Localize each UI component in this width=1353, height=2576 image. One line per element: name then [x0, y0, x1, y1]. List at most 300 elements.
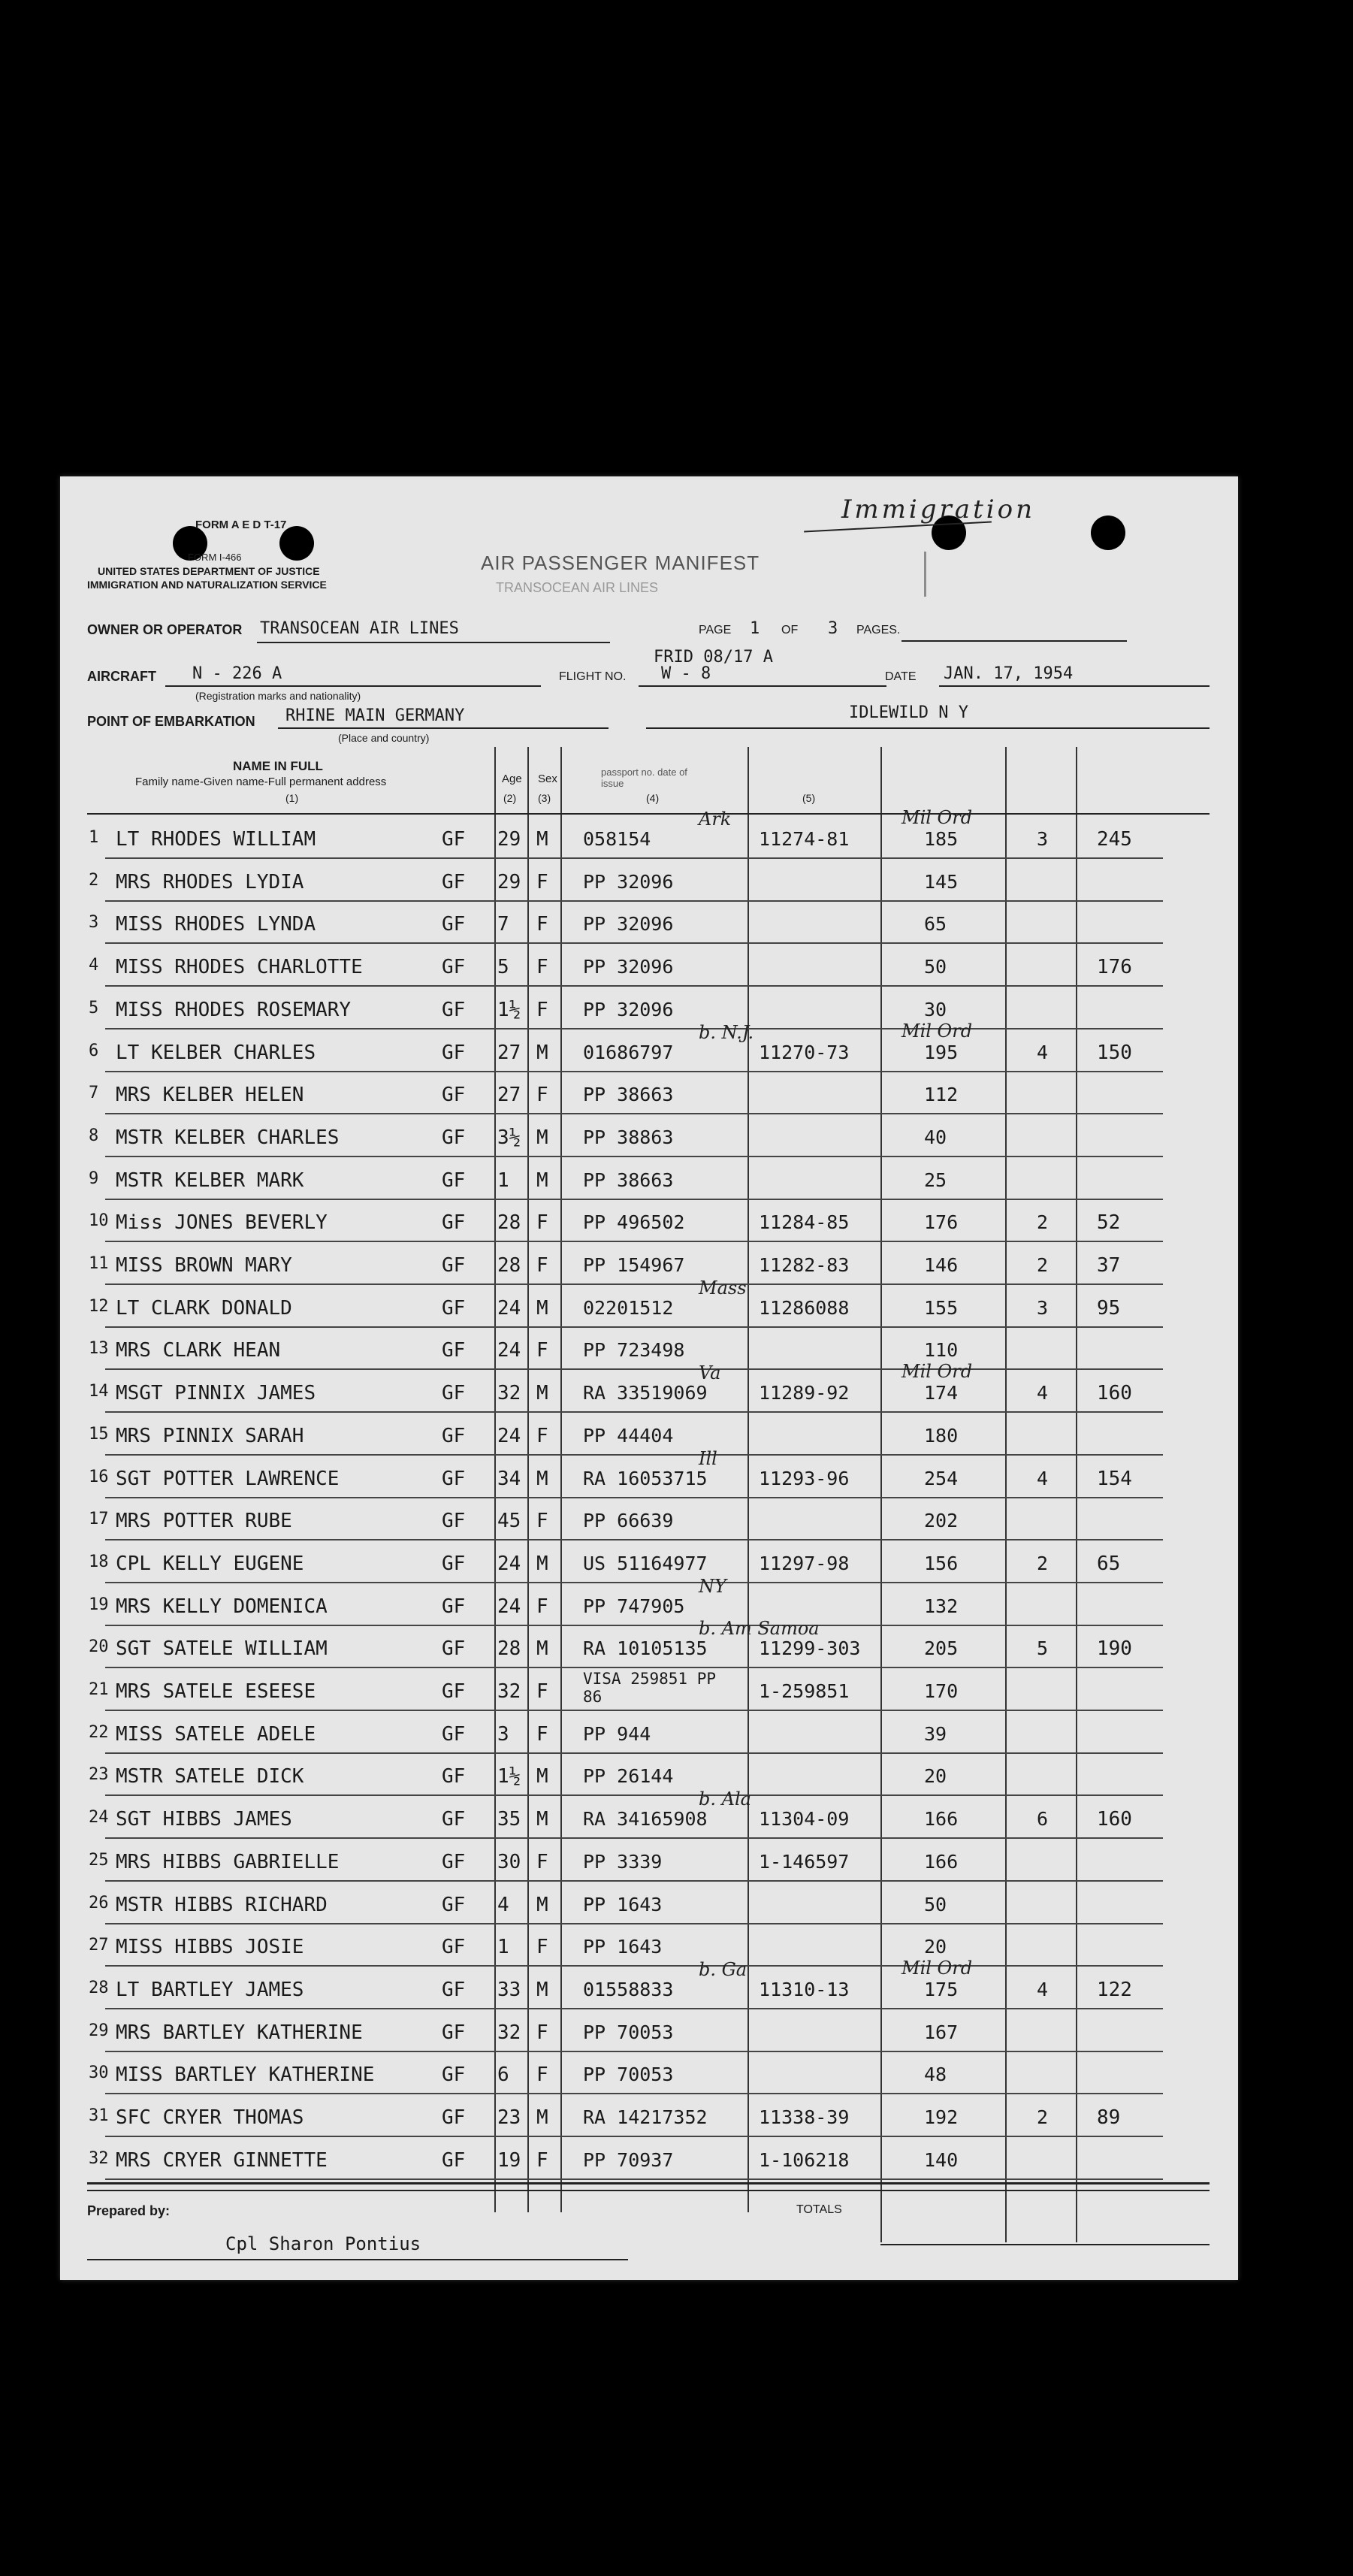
passenger-weight: 30: [924, 998, 947, 1020]
passenger-code: GF: [442, 1211, 466, 1235]
passenger-age: 32: [497, 1382, 521, 1405]
passenger-name: LT RHODES WILLIAM: [116, 828, 316, 851]
passenger-name: MISS BROWN MARY: [116, 1254, 292, 1277]
passenger-sex: F: [536, 1084, 548, 1107]
arrival-rule: [646, 727, 1210, 729]
passenger-baggage-weight: 122: [1097, 1978, 1132, 2001]
passenger-sex: F: [536, 1722, 548, 1746]
passenger-number: 30: [89, 2064, 109, 2083]
passenger-sex: M: [536, 1296, 548, 1320]
passenger-row: [60, 1114, 1238, 1157]
flight-rule: [639, 685, 886, 687]
col-name-num: (1): [285, 792, 299, 804]
col-sex-label: Sex: [538, 772, 557, 785]
handwritten-note: b. Am Samoa: [699, 1618, 820, 1640]
arrival-value: IDLEWILD N Y: [849, 703, 968, 722]
passenger-document: RA 16053715: [583, 1467, 708, 1489]
passenger-sex: F: [536, 1424, 548, 1447]
passenger-name: MSTR KELBER MARK: [116, 1169, 304, 1192]
passenger-row: [60, 1540, 1238, 1583]
passenger-bags: 5: [1037, 1637, 1049, 1660]
embark-rule: [278, 727, 609, 729]
passenger-document: PP 944: [583, 1722, 651, 1745]
passenger-sex: M: [536, 1041, 548, 1064]
frid-value: FRID 08/17 A: [654, 648, 773, 667]
passenger-number: 19: [89, 1595, 109, 1614]
passenger-weight: 170: [924, 1680, 959, 1702]
aircraft-label: AIRCRAFT: [87, 669, 156, 684]
passenger-document: PP 32096: [583, 913, 674, 936]
passenger-sex: F: [536, 956, 548, 979]
passenger-number: 7: [89, 1084, 99, 1103]
punch-hole: [1091, 516, 1125, 550]
passenger-name: MRS CLARK HEAN: [116, 1339, 281, 1362]
passenger-row: [60, 987, 1238, 1029]
passenger-row: [60, 807, 1238, 859]
handwritten-immigration: Immigration: [841, 494, 1035, 525]
passenger-name: MSGT PINNIX JAMES: [116, 1382, 316, 1405]
passenger-code: GF: [442, 1765, 466, 1788]
passenger-weight: 132: [924, 1595, 959, 1617]
passenger-row: [60, 1199, 1238, 1242]
agency-line-2: IMMIGRATION AND NATURALIZATION SERVICE: [87, 579, 327, 591]
passenger-age: 4: [497, 1893, 509, 1916]
passenger-name: MRS KELLY DOMENICA: [116, 1595, 328, 1618]
col-name-title: NAME IN FULL: [233, 759, 323, 773]
page-label: PAGE: [699, 624, 732, 636]
passenger-age: 6: [497, 2064, 509, 2087]
passenger-baggage-weight: 37: [1097, 1254, 1121, 1277]
passenger-number: 2: [89, 870, 99, 890]
passenger-number: 3: [89, 913, 99, 933]
passenger-sex: M: [536, 1978, 548, 2001]
manifest-sheet: [60, 476, 1238, 2280]
passenger-name: MISS RHODES CHARLOTTE: [116, 956, 363, 979]
handwritten-order-note: Mil Ord: [901, 1957, 973, 1979]
handwritten-note: NY: [699, 1575, 726, 1597]
passenger-weight: 202: [924, 1510, 959, 1532]
passenger-ticket: 11304-09: [759, 1808, 850, 1831]
aircraft-note: (Registration marks and nationality): [195, 690, 361, 702]
passenger-age: 28: [497, 1637, 521, 1661]
passenger-name: LT CLARK DONALD: [116, 1296, 292, 1320]
flight-value: W - 8: [661, 664, 711, 683]
passenger-code: GF: [442, 1126, 466, 1149]
passenger-sex: M: [536, 1552, 548, 1575]
passenger-bags: 4: [1037, 1382, 1049, 1404]
passenger-weight: 175: [924, 1978, 959, 2000]
passenger-sex: M: [536, 1382, 548, 1405]
passenger-weight: 65: [924, 913, 947, 936]
passenger-code: GF: [442, 1467, 466, 1490]
passenger-age: 27: [497, 1084, 521, 1107]
passenger-code: GF: [442, 1680, 466, 1703]
passenger-name: MRS RHODES LYDIA: [116, 870, 304, 893]
passenger-name: MRS SATELE ESEESE: [116, 1680, 316, 1703]
handwritten-order-note: Mil Ord: [901, 807, 973, 828]
handwritten-order-note: Mil Ord: [901, 1020, 973, 1042]
passenger-weight: 39: [924, 1722, 947, 1745]
passenger-document: PP 1643: [583, 1936, 663, 1958]
passenger-number: 26: [89, 1893, 109, 1912]
of-label: OF: [781, 624, 799, 636]
passenger-sex: M: [536, 1765, 548, 1788]
passenger-number: 24: [89, 1808, 109, 1828]
passenger-document: PP 70053: [583, 2021, 674, 2043]
passenger-ticket: 11338-39: [759, 2106, 850, 2128]
col-5-num: (5): [802, 792, 816, 804]
passenger-weight: 50: [924, 956, 947, 978]
passenger-name: SGT POTTER LAWRENCE: [116, 1467, 340, 1490]
passenger-age: 28: [497, 1254, 521, 1277]
owner-rule: [257, 642, 610, 643]
passenger-age: 30: [497, 1850, 521, 1873]
passenger-weight: 192: [924, 2106, 959, 2128]
passenger-row: [60, 1072, 1238, 1114]
passenger-number: 13: [89, 1339, 109, 1359]
passenger-row: [60, 1327, 1238, 1370]
passenger-weight: 155: [924, 1296, 959, 1319]
passenger-age: 24: [497, 1424, 521, 1447]
passenger-baggage-weight: 95: [1097, 1296, 1121, 1320]
passenger-bags: 2: [1037, 2106, 1049, 2128]
page-rule: [901, 640, 1127, 642]
passenger-baggage-weight: 190: [1097, 1637, 1132, 1661]
passenger-age: 7: [497, 913, 509, 936]
passenger-number: 10: [89, 1211, 109, 1231]
passenger-document: 01686797: [583, 1041, 674, 1063]
passenger-ticket: 11270-73: [759, 1041, 850, 1063]
passenger-age: 23: [497, 2106, 521, 2129]
passenger-bags: 3: [1037, 828, 1049, 850]
passenger-document: RA 34165908: [583, 1808, 708, 1831]
passenger-number: 15: [89, 1424, 109, 1444]
passenger-document: 058154: [583, 828, 651, 850]
passenger-ticket: 1-146597: [759, 1850, 850, 1873]
passenger-number: 14: [89, 1382, 109, 1401]
passenger-code: GF: [442, 1510, 466, 1533]
passenger-number: 21: [89, 1680, 109, 1699]
passenger-code: GF: [442, 1637, 466, 1661]
pages-value: 3: [828, 619, 838, 638]
passenger-weight: 20: [924, 1765, 947, 1788]
passenger-age: 32: [497, 2021, 521, 2044]
totals-rule-bottom: [87, 2190, 1210, 2191]
passenger-number: 25: [89, 1850, 109, 1870]
embark-value: RHINE MAIN GERMANY: [285, 706, 465, 725]
passenger-weight: 48: [924, 2064, 947, 2086]
passenger-weight: 156: [924, 1552, 959, 1574]
col-doc-num: (4): [646, 792, 660, 804]
passenger-code: GF: [442, 1424, 466, 1447]
passenger-row: [60, 2094, 1238, 2137]
passenger-baggage-weight: 65: [1097, 1552, 1121, 1575]
passenger-code: GF: [442, 1850, 466, 1873]
passenger-sex: F: [536, 1936, 548, 1959]
passenger-row: [60, 1711, 1238, 1754]
passenger-code: GF: [442, 1382, 466, 1405]
passenger-document: PP 496502: [583, 1211, 685, 1234]
prepared-value: Cpl Sharon Pontius: [225, 2233, 421, 2254]
passenger-age: 1: [497, 1936, 509, 1959]
passenger-document: PP 723498: [583, 1339, 685, 1362]
passenger-number: 12: [89, 1296, 109, 1316]
passenger-code: GF: [442, 1254, 466, 1277]
passenger-document: US 51164977: [583, 1552, 708, 1574]
passenger-code: GF: [442, 1978, 466, 2001]
passenger-document: VISA 259851 PP 86: [583, 1670, 717, 1706]
passenger-sex: F: [536, 1850, 548, 1873]
passenger-weight: 50: [924, 1893, 947, 1915]
passenger-sex: F: [536, 1680, 548, 1703]
passenger-age: 27: [497, 1041, 521, 1064]
passenger-code: GF: [442, 2106, 466, 2129]
passenger-age: 3: [497, 1722, 509, 1746]
passenger-row: [60, 1498, 1238, 1540]
date-label: DATE: [885, 670, 917, 683]
passenger-weight: 195: [924, 1041, 959, 1063]
passenger-document: PP 38663: [583, 1169, 674, 1191]
handwritten-note: Ill: [699, 1447, 717, 1469]
passenger-number: 27: [89, 1936, 109, 1955]
passenger-name: MRS HIBBS GABRIELLE: [116, 1850, 340, 1873]
passenger-ticket: 11289-92: [759, 1382, 850, 1404]
passenger-weight: 112: [924, 1084, 959, 1106]
passenger-name: MRS CRYER GINNETTE: [116, 2148, 328, 2172]
passenger-row: [60, 944, 1238, 987]
passenger-number: 28: [89, 1978, 109, 1997]
passenger-sex: M: [536, 2106, 548, 2129]
passenger-ticket: 1-259851: [759, 1680, 850, 1702]
passenger-baggage-weight: 154: [1097, 1467, 1132, 1490]
passenger-name: MRS KELBER HELEN: [116, 1084, 304, 1107]
passenger-ticket: 11274-81: [759, 828, 850, 850]
passenger-sex: F: [536, 998, 548, 1021]
passenger-document: PP 747905: [583, 1595, 685, 1617]
passenger-bags: 2: [1037, 1552, 1049, 1574]
passenger-code: GF: [442, 1552, 466, 1575]
passenger-name: MRS BARTLEY KATHERINE: [116, 2021, 363, 2044]
passenger-number: 17: [89, 1510, 109, 1529]
passenger-code: GF: [442, 1893, 466, 1916]
passenger-number: 32: [89, 2148, 109, 2168]
passenger-sex: F: [536, 1254, 548, 1277]
passenger-sex: F: [536, 913, 548, 936]
passenger-age: 24: [497, 1595, 521, 1618]
passenger-age: 5: [497, 956, 509, 979]
passenger-document: RA 33519069: [583, 1382, 708, 1404]
handwritten-note: Mass: [699, 1277, 747, 1299]
passenger-row: [60, 1020, 1238, 1072]
manifest-title: AIR PASSENGER MANIFEST: [481, 552, 760, 574]
passenger-number: 4: [89, 956, 99, 975]
page-value: 1: [750, 619, 760, 638]
passenger-ticket: 11310-13: [759, 1978, 850, 2000]
blurred-stamp: [924, 552, 1174, 597]
form-number: FORM A E D T-17: [195, 519, 287, 531]
totals-label: TOTALS: [796, 2203, 842, 2216]
passenger-weight: 25: [924, 1169, 947, 1191]
passenger-age: 29: [497, 828, 521, 851]
passenger-age: 45: [497, 1510, 521, 1533]
date-value: JAN. 17, 1954: [944, 664, 1074, 683]
passenger-number: 23: [89, 1765, 109, 1785]
passenger-code: GF: [442, 828, 466, 851]
handwritten-order-note: Mil Ord: [901, 1361, 973, 1383]
passenger-sex: F: [536, 1339, 548, 1362]
passenger-age: 32: [497, 1680, 521, 1703]
passenger-age: 24: [497, 1296, 521, 1320]
passenger-document: 01558833: [583, 1978, 674, 2000]
passenger-code: GF: [442, 1084, 466, 1107]
passenger-name: MISS SATELE ADELE: [116, 1722, 316, 1746]
passenger-document: PP 154967: [583, 1254, 685, 1276]
passenger-ticket: 11293-96: [759, 1467, 850, 1489]
handwritten-note: b. N.J.: [699, 1021, 754, 1043]
passenger-document: PP 26144: [583, 1765, 674, 1788]
form-i466: FORM I-466: [188, 552, 242, 563]
passenger-number: 18: [89, 1552, 109, 1571]
passenger-number: 22: [89, 1722, 109, 1742]
passenger-weight: 140: [924, 2148, 959, 2171]
passenger-row: [60, 1788, 1238, 1839]
col-doc-label: passport no. date of issue: [601, 766, 687, 789]
passenger-age: 1: [497, 1169, 509, 1192]
passenger-sex: M: [536, 1637, 548, 1661]
passenger-document: PP 38663: [583, 1084, 674, 1106]
passenger-weight: 174: [924, 1382, 959, 1404]
passenger-sex: F: [536, 1510, 548, 1533]
passenger-weight: 176: [924, 1211, 959, 1234]
passenger-name: MISS RHODES LYNDA: [116, 913, 316, 936]
passenger-code: GF: [442, 1808, 466, 1831]
passenger-weight: 166: [924, 1808, 959, 1831]
passenger-row: [60, 1361, 1238, 1413]
passenger-document: PP 32096: [583, 870, 674, 893]
passenger-weight: 167: [924, 2021, 959, 2043]
passenger-sex: F: [536, 2148, 548, 2172]
passenger-age: 19: [497, 2148, 521, 2172]
passenger-number: 1: [89, 828, 99, 847]
passenger-weight: 20: [924, 1936, 947, 1958]
passenger-sex: F: [536, 2064, 548, 2087]
passenger-row: [60, 1277, 1238, 1328]
passenger-bags: 2: [1037, 1211, 1049, 1234]
passenger-baggage-weight: 89: [1097, 2106, 1121, 2129]
passenger-document: PP 38863: [583, 1126, 674, 1148]
passenger-weight: 205: [924, 1637, 959, 1660]
prepared-label: Prepared by:: [87, 2203, 171, 2218]
passenger-number: 8: [89, 1126, 99, 1145]
passenger-name: LT BARTLEY JAMES: [116, 1978, 304, 2001]
passenger-document: PP 1643: [583, 1893, 663, 1915]
passenger-bags: 4: [1037, 1041, 1049, 1063]
col-sex-num: (3): [538, 792, 551, 804]
passenger-age: 24: [497, 1552, 521, 1575]
passenger-weight: 110: [924, 1339, 959, 1362]
passenger-baggage-weight: 52: [1097, 1211, 1121, 1235]
passenger-sex: F: [536, 1211, 548, 1235]
aircraft-value: N - 226 A: [192, 664, 282, 683]
passenger-ticket: 11284-85: [759, 1211, 850, 1234]
passenger-sex: F: [536, 870, 548, 893]
passenger-age: 1½: [497, 1765, 521, 1788]
passenger-ticket: 11297-98: [759, 1552, 850, 1574]
passenger-sex: M: [536, 1808, 548, 1831]
passenger-row: [60, 1157, 1238, 1200]
passenger-age: 3½: [497, 1126, 521, 1149]
passenger-ticket: 1-106218: [759, 2148, 850, 2171]
passenger-name: SGT HIBBS JAMES: [116, 1808, 292, 1831]
passenger-code: GF: [442, 1339, 466, 1362]
passenger-sex: M: [536, 1169, 548, 1192]
flight-label: FLIGHT NO.: [559, 670, 627, 683]
aircraft-rule: [165, 685, 541, 687]
passenger-sex: M: [536, 1126, 548, 1149]
passenger-baggage-weight: 245: [1097, 828, 1132, 851]
passenger-name: MISS HIBBS JOSIE: [116, 1936, 304, 1959]
passenger-weight: 40: [924, 1126, 947, 1148]
passenger-code: GF: [442, 913, 466, 936]
passenger-name: MSTR KELBER CHARLES: [116, 1126, 340, 1149]
passenger-code: GF: [442, 956, 466, 979]
passenger-bags: 4: [1037, 1978, 1049, 2000]
passenger-age: 1½: [497, 998, 521, 1021]
passenger-row: [60, 1668, 1238, 1711]
passenger-weight: 166: [924, 1850, 959, 1873]
passenger-ticket: 11282-83: [759, 1254, 850, 1276]
passenger-age: 24: [497, 1339, 521, 1362]
passenger-number: 16: [89, 1467, 109, 1486]
passenger-weight: 180: [924, 1424, 959, 1447]
passenger-code: GF: [442, 870, 466, 893]
passenger-age: 28: [497, 1211, 521, 1235]
passenger-document: PP 32096: [583, 956, 674, 978]
passenger-document: PP 3339: [583, 1850, 663, 1873]
passenger-document: RA 10105135: [583, 1637, 708, 1660]
passenger-row: [60, 1924, 1238, 1967]
passenger-name: MISS RHODES ROSEMARY: [116, 998, 352, 1021]
passenger-sex: F: [536, 2021, 548, 2044]
passenger-code: GF: [442, 1595, 466, 1618]
passenger-code: GF: [442, 1722, 466, 1746]
passenger-code: GF: [442, 998, 466, 1021]
passenger-bags: 6: [1037, 1808, 1049, 1831]
passenger-baggage-weight: 176: [1097, 956, 1132, 979]
agency-line-1: UNITED STATES DEPARTMENT OF JUSTICE: [98, 565, 320, 577]
passenger-number: 11: [89, 1254, 109, 1273]
passenger-baggage-weight: 160: [1097, 1808, 1132, 1831]
prepared-rule: [87, 2259, 628, 2260]
passenger-number: 5: [89, 998, 99, 1017]
passenger-age: 35: [497, 1808, 521, 1831]
col-age-num: (2): [503, 792, 517, 804]
passenger-document: PP 70937: [583, 2148, 674, 2171]
date-rule: [939, 685, 1210, 687]
passenger-sex: M: [536, 828, 548, 851]
passenger-sex: F: [536, 1595, 548, 1618]
passenger-sex: M: [536, 1893, 548, 1916]
handwritten-note: Ark: [699, 809, 732, 830]
row-rule: [105, 2178, 1163, 2180]
passenger-bags: 4: [1037, 1467, 1049, 1489]
passenger-code: GF: [442, 1169, 466, 1192]
passenger-ticket: 11299-303: [759, 1637, 861, 1660]
passenger-row: [60, 1575, 1238, 1626]
passenger-name: SGT SATELE WILLIAM: [116, 1637, 328, 1661]
header-rule: [87, 813, 1210, 815]
passenger-code: GF: [442, 1936, 466, 1959]
